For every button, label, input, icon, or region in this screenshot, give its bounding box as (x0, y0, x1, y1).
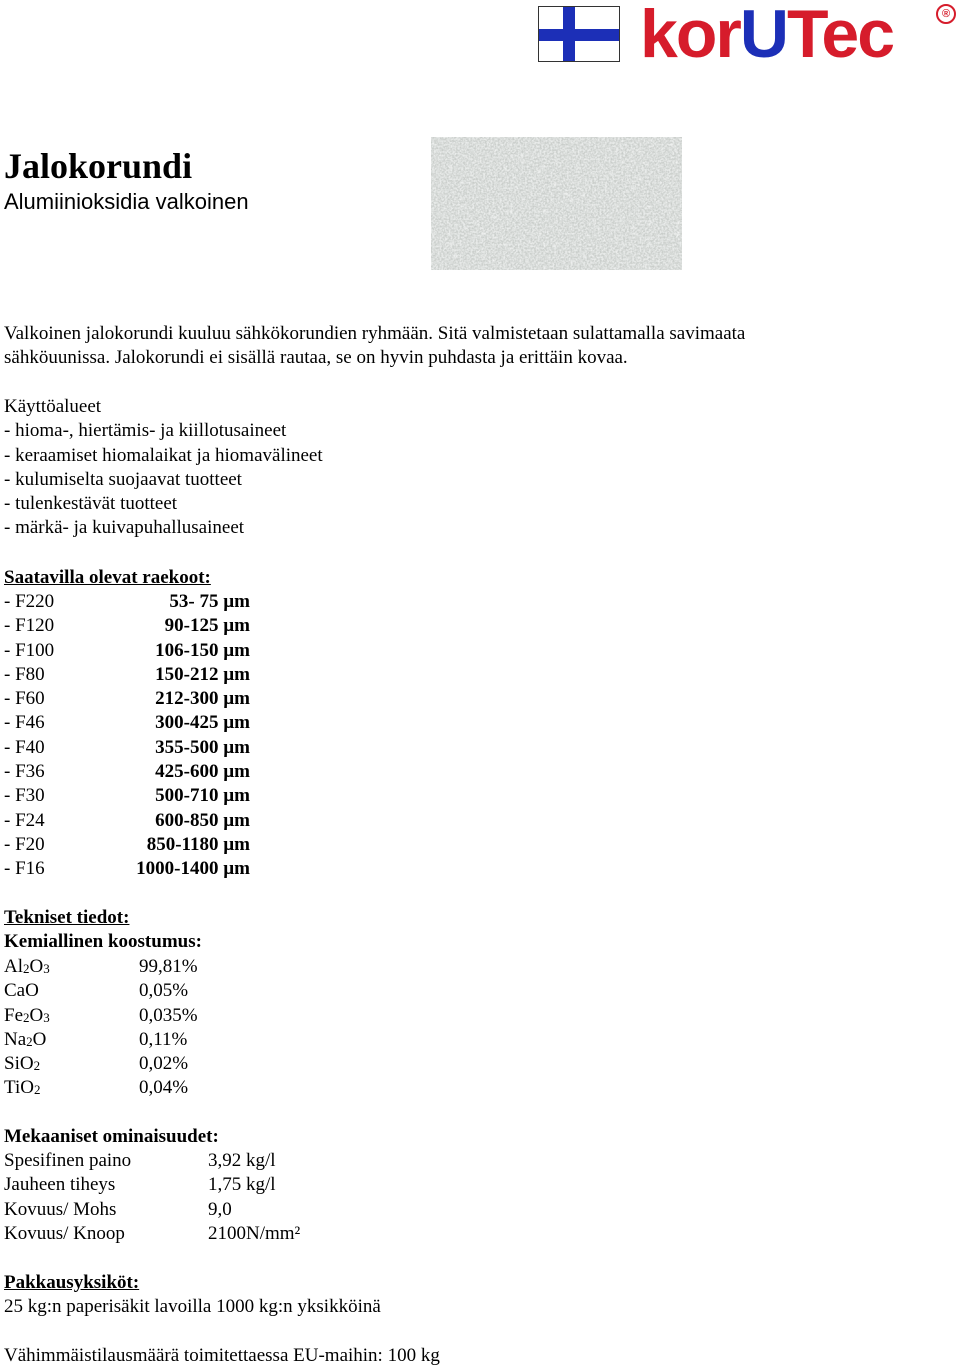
grain-code: - F16 (4, 858, 45, 880)
intro-line: Valkoinen jalokorundi kuuluu sähkökorundien ryhmään. Sitä valmistetaan sulattamalla savimaata (4, 323, 746, 344)
grain-sizes-list (4, 590, 264, 882)
uses-heading: Käyttöalueet (4, 396, 102, 417)
mech-value: 3,92 kg/l (208, 1150, 276, 1171)
chem-row (4, 1076, 304, 1100)
mech-value: 1,75 kg/l (208, 1174, 276, 1196)
grain-code: - F40 (4, 736, 45, 758)
chem-heading: Kemiallinen koostumus: (4, 931, 202, 952)
flag-horizontal-bar (539, 29, 619, 41)
grain-range: 212-300 µm (155, 688, 250, 710)
mech-row (4, 1222, 404, 1246)
finnish-flag-icon (538, 6, 620, 62)
chem-row (4, 979, 304, 1003)
uses-item: - tulenkestävät tuotteet (4, 493, 178, 515)
brand-logo (640, 0, 956, 72)
intro-paragraph (4, 322, 904, 371)
intro-line: sähköuunissa. Jalokorundi ei sisällä rautaa, se on hyvin puhdasta ja erittäin kovaa. (4, 347, 628, 369)
brand-wordmark (640, 0, 893, 74)
chem-row (4, 955, 304, 979)
chem-value: 99,81% (139, 956, 198, 977)
brand-part-2: U (739, 0, 787, 72)
mech-row (4, 1149, 404, 1173)
grain-range: 600-850 µm (155, 809, 250, 831)
grain-code: - F220 (4, 591, 55, 612)
uses-section (4, 395, 323, 541)
grain-code: - F46 (4, 712, 45, 734)
grain-row (4, 736, 264, 760)
grain-code: - F24 (4, 809, 45, 831)
grain-row (4, 614, 264, 638)
flag-vertical-bar (563, 7, 575, 61)
uses-item: - märkä- ja kuivapuhallusaineet (4, 517, 245, 539)
grain-row (4, 784, 264, 808)
grain-row (4, 833, 264, 857)
chem-formula: TiO$_2$ (4, 1077, 41, 1099)
brand-part-3: Tec (786, 0, 894, 72)
chem-value: 0,04% (139, 1077, 189, 1099)
grain-code: - F120 (4, 615, 55, 637)
brand-part-1: kor (640, 0, 740, 72)
minimum-order-text: Vähimmäistilausmäärä toimitettaessa EU-maihin: 100 kg (4, 1345, 440, 1366)
grain-range: 300-425 µm (155, 712, 250, 734)
grain-row (4, 809, 264, 833)
grain-range: 106-150 µm (155, 639, 250, 661)
chem-formula: SiO$_2$ (4, 1053, 41, 1075)
grain-code: - F60 (4, 688, 45, 710)
chem-row (4, 1004, 304, 1028)
grain-row (4, 857, 264, 881)
chem-formula: CaO (4, 980, 39, 1002)
mech-name: Spesifinen paino (4, 1150, 132, 1171)
mech-name: Jauheen tiheys (4, 1174, 116, 1196)
mech-name: Kovuus/ Knoop (4, 1222, 125, 1244)
grain-range: 1000-1400 µm (136, 858, 250, 880)
grain-row (4, 663, 264, 687)
grain-row (4, 711, 264, 735)
grain-code: - F80 (4, 663, 45, 685)
mech-row (4, 1173, 404, 1197)
chem-row (4, 1052, 304, 1076)
grain-row (4, 590, 264, 614)
chem-value: 0,02% (139, 1053, 189, 1075)
grain-range: 850-1180 µm (146, 833, 250, 855)
uses-item: - keraamiset hiomalaikat ja hiomavälineet (4, 444, 323, 466)
page-subtitle: Alumiinioksidia valkoinen (4, 189, 249, 214)
packaging-heading: Pakkausyksiköt: (4, 1272, 140, 1293)
mech-list (4, 1149, 404, 1246)
chem-formula: $Al_2O_3$ (4, 956, 50, 977)
mech-value: 2100N/mm² (208, 1222, 301, 1244)
corundum-grains-photo (431, 137, 682, 270)
mech-name: Kovuus/ Mohs (4, 1198, 117, 1220)
chem-formula: $Fe_2O_3$ (4, 1004, 50, 1026)
chem-row (4, 1028, 304, 1052)
uses-item: - hioma-, hiertämis- ja kiillotusaineet (4, 420, 287, 442)
mech-value: 9,0 (208, 1198, 232, 1220)
mech-heading: Mekaaniset ominaisuudet: (4, 1126, 219, 1147)
tech-heading: Tekniset tiedot: (4, 907, 130, 928)
grain-code: - F100 (4, 639, 55, 661)
chem-list (4, 955, 304, 1101)
grain-code: - F30 (4, 785, 45, 807)
grain-range: 500-710 µm (155, 785, 250, 807)
grain-range: 355-500 µm (155, 736, 250, 758)
grain-code: - F36 (4, 761, 45, 783)
packaging-text: 25 kg:n paperisäkit lavoilla 1000 kg:n yksikköinä (4, 1296, 381, 1317)
grain-range: 425-600 µm (155, 761, 250, 783)
mech-row (4, 1198, 404, 1222)
grain-code: - F20 (4, 833, 45, 855)
grain-range: 90-125 µm (164, 615, 250, 637)
chem-value: 0,11% (139, 1028, 188, 1050)
grain-range: 53- 75 µm (169, 591, 250, 612)
grain-range: 150-212 µm (155, 663, 250, 685)
uses-item: - kulumiselta suojaavat tuotteet (4, 468, 242, 490)
chem-value: 0,035% (139, 1004, 198, 1026)
grain-row (4, 760, 264, 784)
page-title: Jalokorundi (4, 146, 193, 186)
registered-mark: ® (936, 4, 956, 24)
grain-row (4, 687, 264, 711)
chem-value: 0,05% (139, 980, 189, 1002)
grain-row (4, 639, 264, 663)
grain-sizes-heading: Saatavilla olevat raekoot: (4, 567, 211, 588)
chem-formula: $Na_2O$ (4, 1028, 47, 1050)
